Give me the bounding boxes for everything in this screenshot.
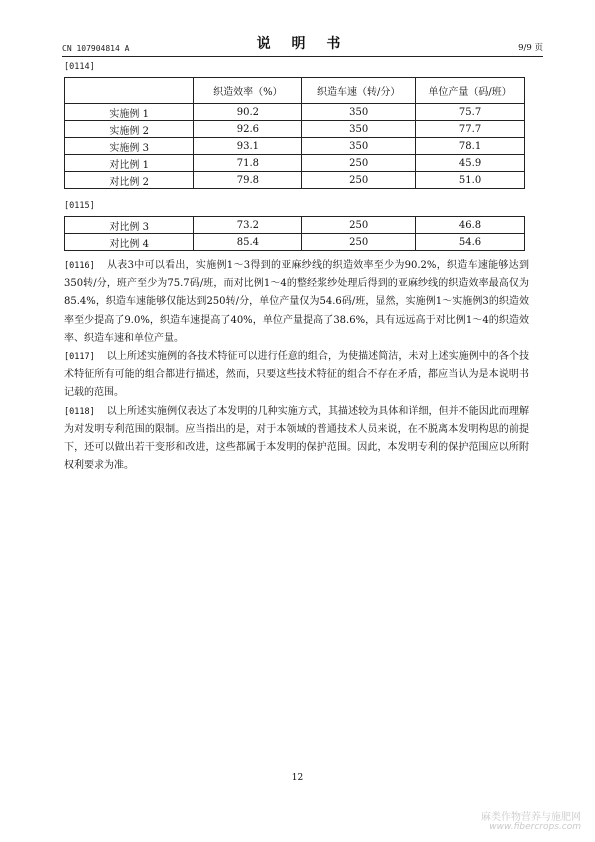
table-cell: 实施例 2 bbox=[65, 121, 194, 138]
paragraph-label: [0116] bbox=[64, 261, 95, 271]
paragraph-label-0114: [0114] bbox=[64, 62, 95, 72]
watermark-text: 麻类作物营养与施肥网 bbox=[481, 812, 581, 823]
body-text bbox=[64, 257, 529, 475]
document-title: 说 明 书 bbox=[256, 36, 349, 52]
table-cell: 350 bbox=[302, 121, 416, 138]
table-cell: 对比例 4 bbox=[65, 234, 194, 251]
results-table-2 bbox=[64, 216, 525, 251]
table-cell: 实施例 3 bbox=[65, 138, 194, 155]
table-cell: 250 bbox=[302, 234, 416, 251]
table-cell: 90.2 bbox=[194, 104, 302, 121]
paragraph-text: 以上所述实施例的各技术特征可以进行任意的组合，为使描述简洁，未对上述实施例中的各个技术特征所有可能的组合都进行描述，然而，只要这些技术特征的组合不存在矛盾，都应当认为是本说明书记载的范围。 bbox=[64, 351, 529, 399]
paragraph-label: [0117] bbox=[64, 352, 95, 363]
table-cell: 对比例 1 bbox=[65, 155, 194, 172]
table-header-cell: 单位产量（码/班） bbox=[416, 78, 525, 104]
table-row bbox=[65, 234, 525, 251]
paragraph-0117 bbox=[64, 348, 529, 403]
table-row bbox=[65, 121, 525, 138]
table-cell: 79.8 bbox=[194, 172, 302, 189]
table-cell: 51.0 bbox=[416, 172, 525, 189]
table-cell: 350 bbox=[302, 104, 416, 121]
paragraph-0118 bbox=[64, 403, 529, 476]
table-row bbox=[65, 172, 525, 189]
table-cell: 78.1 bbox=[416, 138, 525, 155]
table-row bbox=[65, 217, 525, 234]
page-header bbox=[62, 36, 543, 57]
table-header-cell: 织造效率（%） bbox=[194, 78, 302, 104]
table-cell: 46.8 bbox=[416, 217, 525, 234]
table-cell: 实施例 1 bbox=[65, 104, 194, 121]
table-cell: 250 bbox=[302, 217, 416, 234]
paragraph-label-0115: [0115] bbox=[64, 201, 95, 211]
table-cell: 85.4 bbox=[194, 234, 302, 251]
table-header-cell: 织造车速（转/分） bbox=[302, 78, 416, 104]
table-cell: 对比例 3 bbox=[65, 217, 194, 234]
table-row bbox=[65, 138, 525, 155]
table-cell: 71.8 bbox=[194, 155, 302, 172]
publication-number: CN 107904814 A bbox=[62, 44, 130, 53]
page-number: 12 bbox=[291, 773, 304, 783]
table-header-row bbox=[65, 78, 525, 104]
table-row bbox=[65, 104, 525, 121]
table-cell: 350 bbox=[302, 138, 416, 155]
table-cell: 250 bbox=[302, 172, 416, 189]
results-table-1 bbox=[64, 77, 525, 189]
paragraph-text: 从表3中可以看出，实施例1～3得到的亚麻纱线的织造效率至少为90.2%，织造车速能够达到350转/分，班产至少为75.7码/班，而对比例1～4的整经浆纱处理后得到的亚麻纱线的织造效率最高仅为85.4%，织造车速能够仅能达到250转/分，单位产量仅为54.6码/班，显然，实施例1～实施例3的织造效率至少提高了9.0%，织造车速提高了40%，单位产量提高了38.6%，具有远远高于对比例1～4的织造效率、织造车速和单位产量。 bbox=[64, 260, 529, 344]
paragraph-0116 bbox=[64, 257, 529, 348]
table-cell: 92.6 bbox=[194, 121, 302, 138]
table-cell: 250 bbox=[302, 155, 416, 172]
watermark-url: www.fibercrops.com bbox=[489, 822, 581, 832]
paragraph-text: 以上所述实施例仅表达了本发明的几种实施方式，其描述较为具体和详细，但并不能因此而理解为对发明专利范围的限制。应当指出的是，对于本领域的普通技术人员来说，在不脱离本发明构思的前提下，还可以做出若干变形和改进，这些都属于本发明的保护范围。因此，本发明专利的保护范围应以所附权利要求为准。 bbox=[64, 405, 529, 472]
table-cell: 75.7 bbox=[416, 104, 525, 121]
table-cell: 54.6 bbox=[416, 234, 525, 251]
paragraph-label: [0118] bbox=[64, 406, 95, 417]
table-cell: 45.9 bbox=[416, 155, 525, 172]
table-cell: 对比例 2 bbox=[65, 172, 194, 189]
table-row bbox=[65, 155, 525, 172]
table-cell: 93.1 bbox=[194, 138, 302, 155]
table-cell: 77.7 bbox=[416, 121, 525, 138]
table-cell: 73.2 bbox=[194, 217, 302, 234]
table-header-cell bbox=[65, 78, 194, 104]
page-indicator: 9/9 页 bbox=[518, 43, 543, 53]
